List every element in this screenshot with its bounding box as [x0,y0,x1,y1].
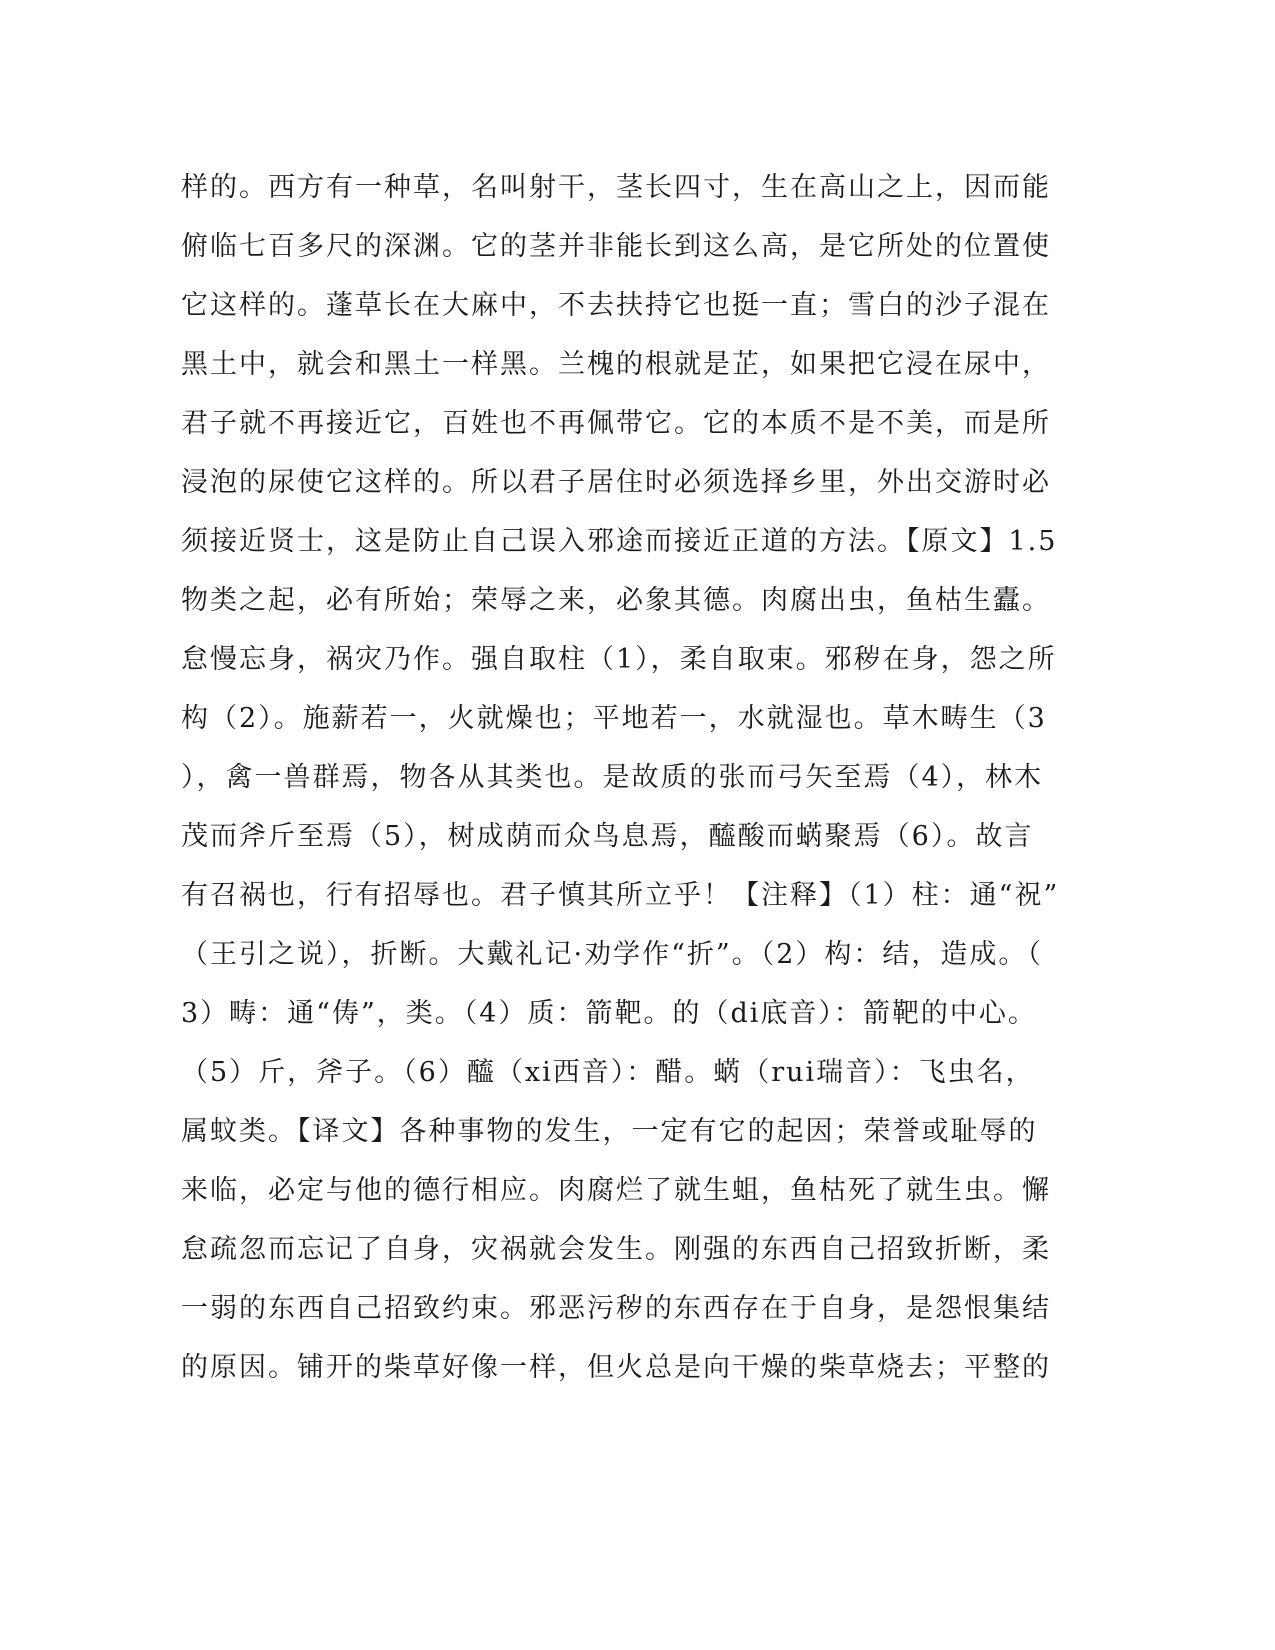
text-line: 3）畴：通“俦”，类。（4）质：箭靶。的（di底音）：箭靶的中心。 [181,998,1037,1029]
text-line: 怠慢忘身，祸灾乃作。强自取柱（1），柔自取束。邪秽在身，怨之所 [181,644,1057,675]
text-line: 俯临七百多尺的深渊。它的茎并非能长到这么高，是它所处的位置使 [181,231,1051,262]
text-line: 来临，必定与他的德行相应。肉腐烂了就生蛆，鱼枯死了就生虫。懈 [181,1175,1051,1206]
text-line: （王引之说），折断。大戴礼记·劝学作“折”。（2）构：结，造成。（ [181,939,1043,970]
text-line: 样的。西方有一种草，名叫射干，茎长四寸，生在高山之上，因而能 [181,172,1051,203]
text-line: 茂而斧斤至焉（5），树成荫而众鸟息焉，醯酸而蜹聚焉（6）。故言 [181,821,1034,852]
text-line: 黑土中，就会和黑土一样黑。兰槐的根就是芷，如果把它浸在尿中， [181,349,1051,380]
text-line: 君子就不再接近它，百姓也不再佩带它。它的本质不是不美，而是所 [181,408,1051,439]
text-line: 物类之起，必有所始；荣辱之来，必象其德。肉腐出虫，鱼枯生蠹。 [181,585,1051,616]
text-line: 有召祸也，行有招辱也。君子慎其所立乎！【注释】（1）柱：通“祝” [181,880,1060,911]
text-line: （5）斤，斧子。（6）醯（xi西音）：醋。蜹（rui瑞音）：飞虫名， [181,1057,1035,1088]
body-text [181,158,1061,1397]
text-line: 一弱的东西自己招致约束。邪恶污秽的东西存在于自身，是怨恨集结 [181,1293,1051,1324]
text-line: ），禽一兽群焉，物各从其类也。是故质的张而弓矢至焉（4），林木 [181,762,1044,793]
text-line: 须接近贤士，这是防止自己误入邪途而接近正道的方法。【原文】1.5 [181,526,1058,557]
text-line: 怠疏忽而忘记了自身，灾祸就会发生。刚强的东西自己招致折断，柔 [181,1234,1051,1265]
text-line: 浸泡的尿使它这样的。所以君子居住时必须选择乡里，外出交游时必 [181,467,1051,498]
text-line: 构（2）。施薪若一，火就燥也；平地若一，水就湿也。草木畴生（3 [181,703,1047,734]
text-line: 属蚊类。【译文】各种事物的发生，一定有它的起因；荣誉或耻辱的 [181,1116,1038,1147]
text-line: 它这样的。蓬草长在大麻中，不去扶持它也挺一直；雪白的沙子混在 [181,290,1051,321]
text-line: 的原因。铺开的柴草好像一样，但火总是向干燥的柴草烧去；平整的 [181,1352,1051,1383]
